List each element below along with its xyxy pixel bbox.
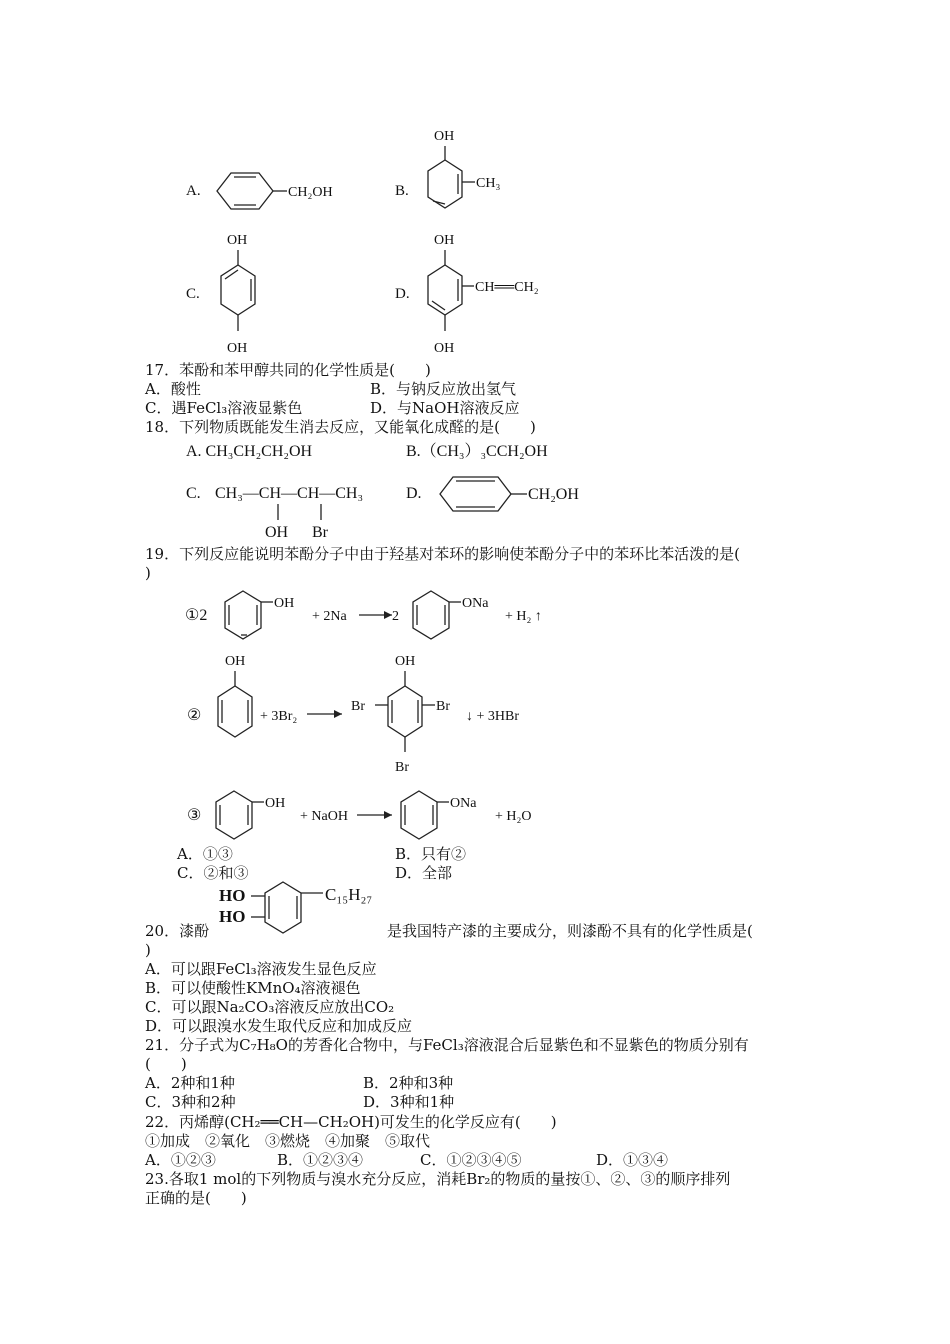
urushiol-structure [215,878,395,940]
q19-r2-plus: + 3Br₂ [260,709,298,724]
q19-r3-tail: + H₂O [495,809,532,824]
q19-r1-plus: + 2Na [312,609,347,624]
vinyl-hydroquinone-structure [417,228,567,358]
q20-option-b: B．可以使酸性KMnO₄溶液褪色 [145,979,361,997]
q20-option-d: D．可以跟溴水发生取代反应和加成反应 [145,1017,413,1035]
q19-r1-prod: ONa [462,596,489,611]
q18-option-c-label: C. [186,485,201,502]
q18-stem: 18．下列物质既能发生消去反应，又能氧化成醛的是( ) [145,418,536,436]
q18-option-a: A. CH₃CH₂CH₂OH [186,443,313,460]
q17-option-a: A．酸性 [145,380,201,398]
q22-stem: 22．丙烯醇(CH₂══CH—CH₂OH)可发生的化学反应有( ) [145,1113,557,1131]
q16-option-b-label: B. [395,183,409,199]
q16-b-group: CH₃ [476,176,501,191]
q19-r1-tail: + H₂ ↑ [505,609,542,624]
q23-stem-end: 正确的是( ) [145,1189,247,1207]
q19-reaction-1 [185,585,585,645]
q16-c-oh-bottom: OH [227,341,248,356]
q18-c-oh: OH [265,524,289,541]
q19-reaction-2 [185,650,585,775]
q19-option-c: C．②和③ [177,864,249,882]
q19-r2-oh: OH [225,654,246,669]
q19-r1-coef: 2 [392,609,399,624]
q22-items: ①加成 ②氧化 ③燃烧 ④加聚 ⑤取代 [145,1132,431,1150]
q19-stem-end: ) [145,564,151,582]
q16-d-oh-bottom: OH [434,341,455,356]
q19-option-b: B．只有② [395,845,467,863]
q19-r3-num: ③ [187,807,202,824]
q20-option-c: C．可以跟Na₂CO₃溶液反应放出CO₂ [145,998,395,1016]
q17-option-c: C．遇FeCl₃溶液显紫色 [145,399,303,417]
q18-c-chain: CH₃—CH—CH—CH₃ [215,485,364,502]
q18-option-d-label: D. [406,485,422,502]
q20-ho-bottom: HO [219,907,246,926]
q16-c-oh-top: OH [227,233,248,248]
q18-d-group: CH₂OH [528,486,579,503]
q19-r2-tail: ↓ + 3HBr [466,709,520,724]
q17-stem: 17．苯酚和苯甲醇共同的化学性质是( ) [145,361,431,379]
q16-a-group: CH₂OH [288,185,333,200]
q16-d-group: CH══CH₂ [475,280,539,295]
q20-stem-end: ) [145,941,151,959]
q16-d-oh-top: OH [434,233,455,248]
q18-c-structure [210,478,390,543]
q21-stem-end: ( ) [145,1055,187,1073]
q22-option-d: D．①③④ [596,1151,669,1169]
q16-b-oh: OH [434,129,455,144]
q18-d-benzyl-alcohol-structure [430,470,580,520]
q19-r1-num: ①2 [185,607,208,624]
q20-stem-suffix: 是我国特产漆的主要成分，则漆酚不具有的化学性质是( [387,922,753,940]
q21-option-c: C．3种和2种 [145,1093,236,1111]
q21-stem: 21．分子式为C₇H₈O的芳香化合物中，与FeCl₃溶液混合后显紫色和不显紫色的物质分别有 [145,1036,749,1054]
q19-r3-plus: + NaOH [300,809,348,824]
q19-stem: 19．下列反应能说明苯酚分子中由于羟基对苯环的影响使苯酚分子中的苯环比苯活泼的是( [145,545,740,563]
q20-ho-top: HO [219,886,246,905]
q22-option-a: A．①②③ [145,1151,216,1169]
q21-option-d: D．3种和1种 [363,1093,455,1111]
q19-r2-br-bottom: Br [395,760,409,775]
q18-option-b: B.（CH₃）₃CCH₂OH [406,443,548,460]
q20-option-a: A．可以跟FeCl₃溶液发生显色反应 [145,960,377,978]
hydroquinone-structure [210,228,290,358]
q19-r1-oh: OH [274,596,295,611]
q19-r2-br-left: Br [351,699,365,714]
q20-substituent: C₁₅H₂₇ [325,885,373,904]
q18-c-br: Br [312,524,328,541]
q22-option-b: B．①②③④ [277,1151,364,1169]
q19-r2-num: ② [187,707,202,724]
q19-r3-oh: OH [265,796,286,811]
o-cresol-structure [415,124,525,219]
benzyl-alcohol-structure [205,160,355,220]
q21-option-a: A．2种和1种 [145,1074,235,1092]
q19-r2-br-right: Br [436,699,450,714]
q16-option-a-label: A. [186,183,201,199]
q23-stem: 23.各取1 mol的下列物质与溴水充分反应，消耗Br₂的物质的量按①、②、③的顺序排列 [145,1170,731,1188]
q19-option-a: A．①③ [177,845,233,863]
q19-r3-prod: ONa [450,796,477,811]
q16-option-d-label: D. [395,286,410,302]
q19-r2-oh-prod: OH [395,654,416,669]
q17-option-b: B．与钠反应放出氢气 [370,380,517,398]
q20-stem-prefix: 20．漆酚 [145,922,210,940]
q21-option-b: B．2种和3种 [363,1074,454,1092]
q22-option-c: C．①②③④⑤ [420,1151,522,1169]
q17-option-d: D．与NaOH溶液反应 [370,399,520,417]
q19-option-d: D．全部 [395,864,453,882]
q16-option-c-label: C. [186,286,200,302]
q19-reaction-3 [185,785,585,845]
